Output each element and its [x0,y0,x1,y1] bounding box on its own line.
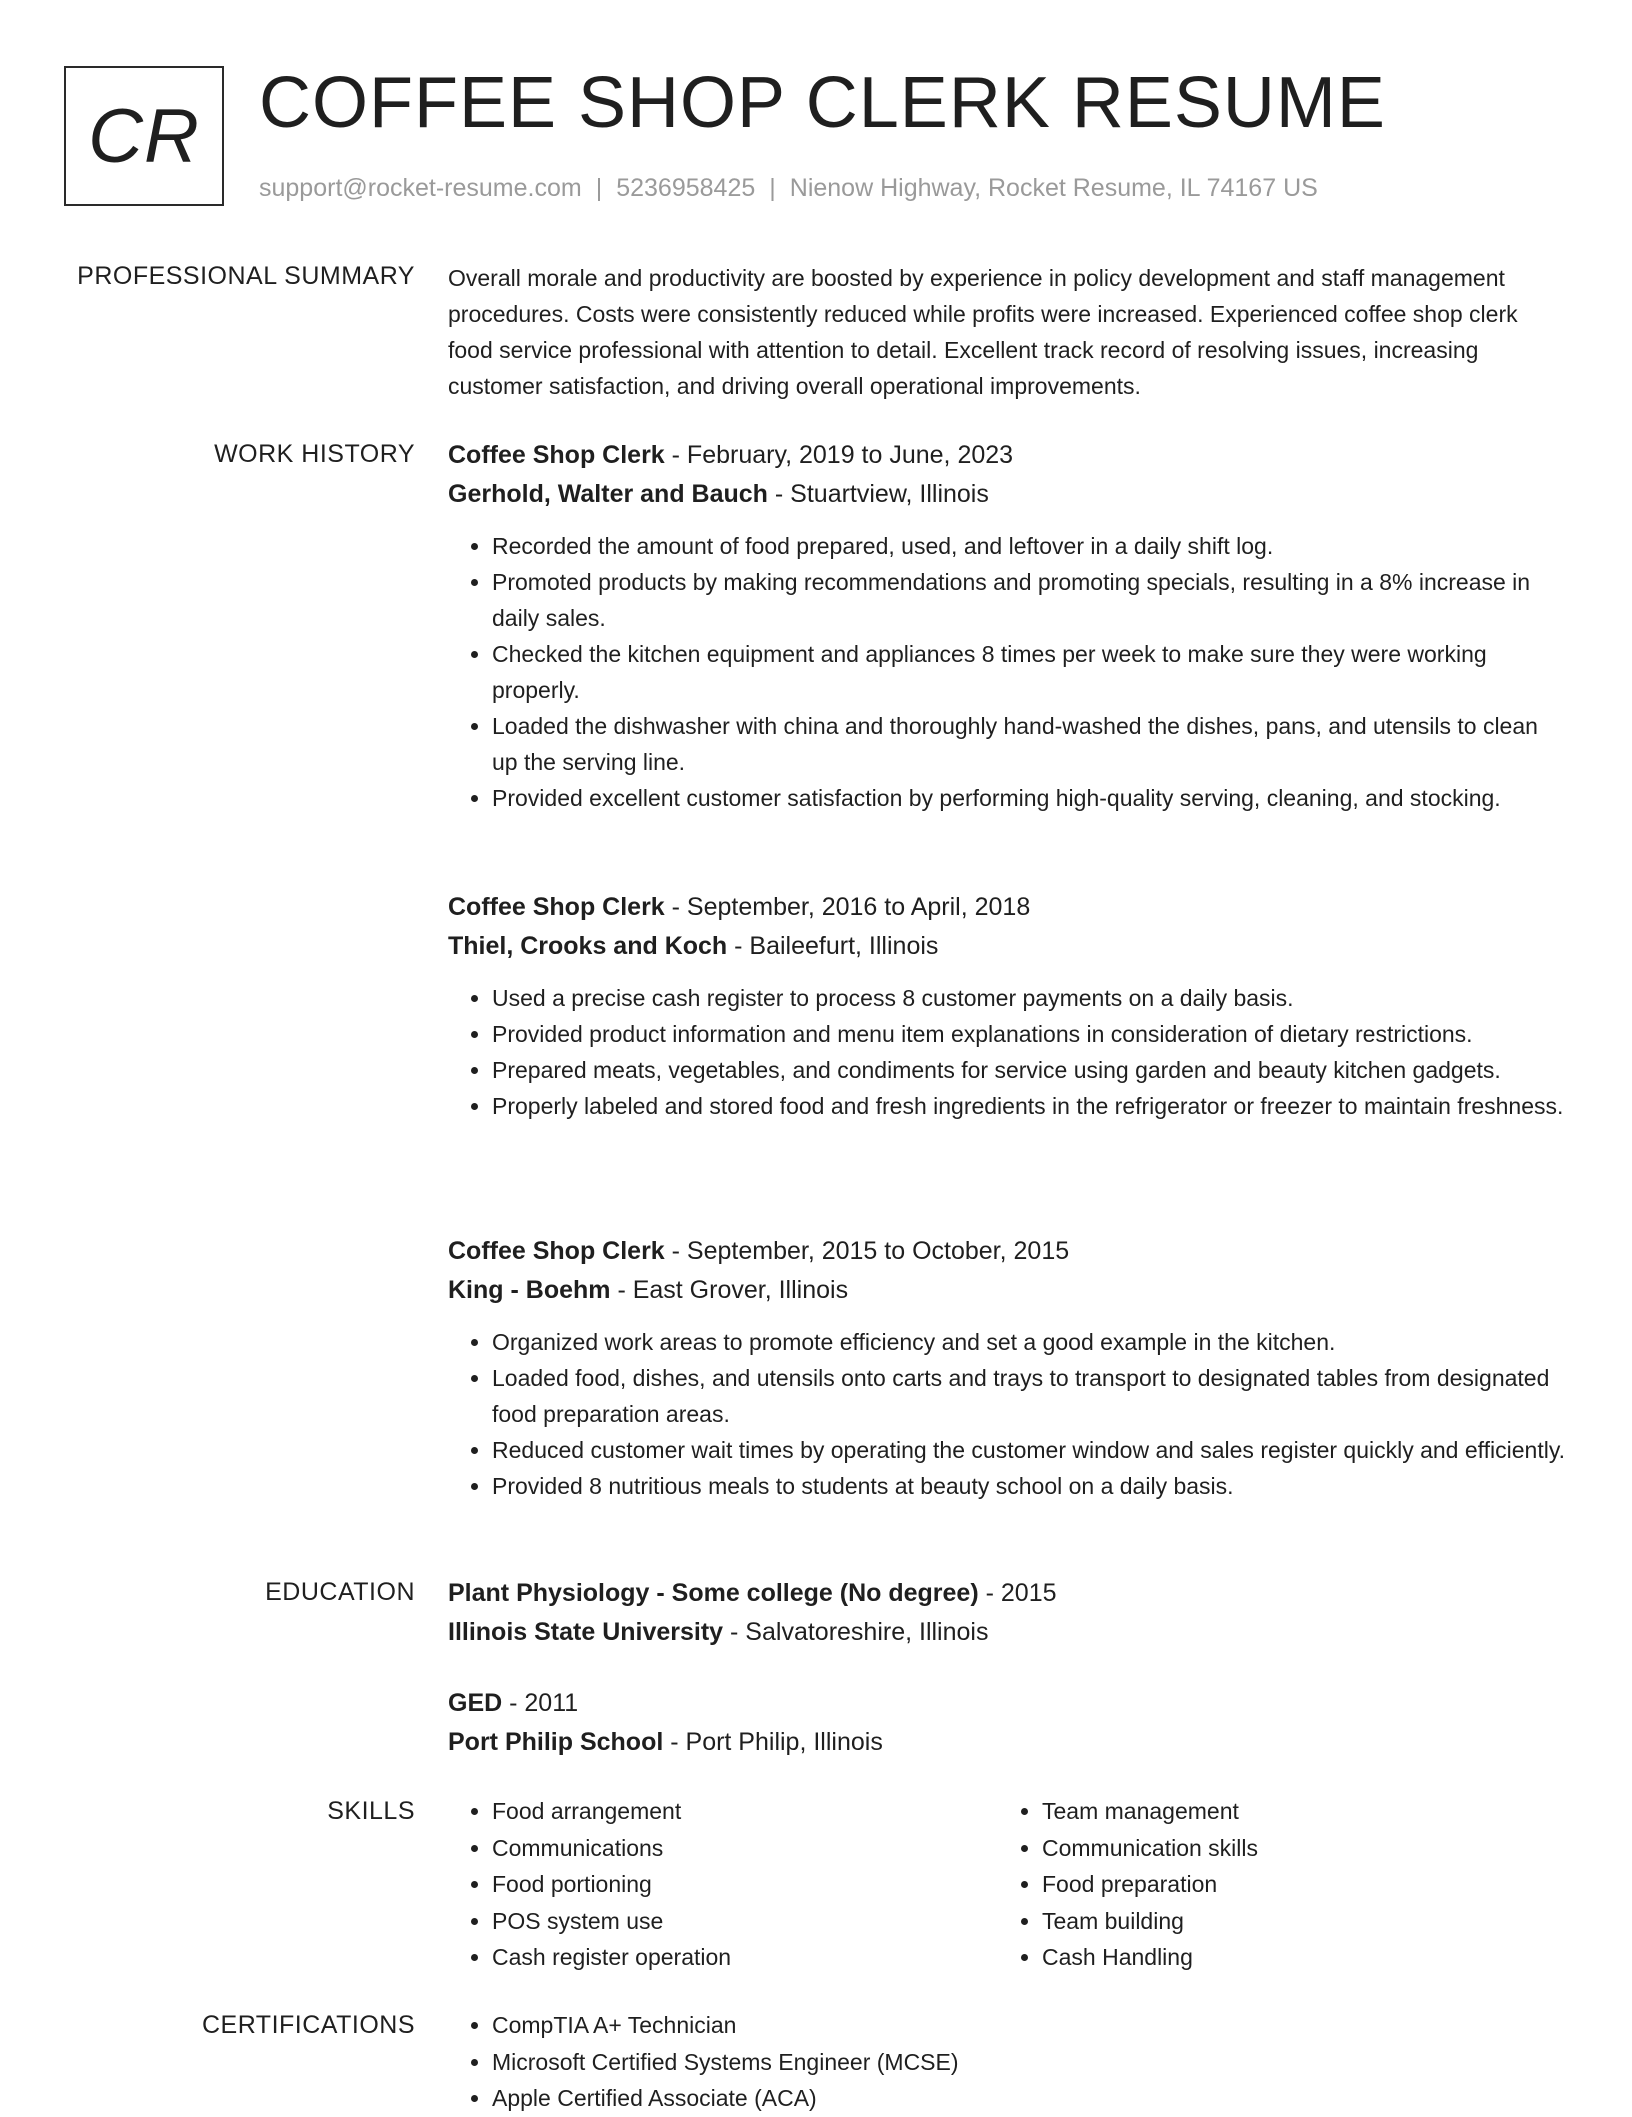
job-company-line [448,1271,1568,1310]
job-company-line [448,927,1568,966]
skill-item: • Team management [1042,1793,1518,1830]
skill-item: • Team building [1042,1903,1518,1940]
job-bullets [448,1324,1568,1504]
job-bullet: • Loaded food, dishes, and utensils onto carts and trays to transport to designated tables from designated food preparation areas. [492,1360,1568,1432]
job-location: - East Grover, Illinois [610,1276,849,1304]
page-title: COFFEE SHOP CLERK RESUME [259,63,1386,143]
job-bullet: • Loaded the dishwasher with china and thoroughly hand-washed the dishes, pans, and utensils to clean up the serving line. [492,708,1568,780]
job-bullet: • Properly labeled and stored food and fresh ingredients in the refrigerator or freezer to maintain freshness. [492,1088,1568,1124]
section-label-certifications: CERTIFICATIONS [201,2011,415,2039]
job-bullets [448,980,1568,1124]
job-title-line [448,888,1568,927]
section-label-education: EDUCATION [265,1578,415,1606]
section-label-summary: PROFESSIONAL SUMMARY [77,262,415,290]
section-label-skills: SKILLS [327,1797,415,1825]
skill-item: • Cash Handling [1042,1939,1518,1976]
certifications-body [448,2007,1568,2117]
education-year: - 2011 [502,1689,579,1717]
job-bullet: • Checked the kitchen equipment and appliances 8 times per week to make sure they were working properly. [492,636,1568,708]
contact-separator: | [595,174,603,202]
summary-body [448,260,1568,404]
job-location: - Stuartview, Illinois [767,480,989,508]
job-entry [448,1232,1568,1504]
job-bullet: • Provided product information and menu item explanations in consideration of dietary restrictions. [492,1016,1568,1052]
resume-header [64,63,1584,210]
job-company-line [448,475,1568,514]
job-dates: - September, 2016 to April, 2018 [664,893,1031,921]
education-school-line [448,1613,1568,1652]
job-bullet: • Used a precise cash register to process 8 customer payments on a daily basis. [492,980,1568,1016]
section-label-work-history: WORK HISTORY [214,440,415,468]
education-entry [448,1684,1568,1762]
education-entry [448,1574,1568,1652]
job-company: Gerhold, Walter and Bauch [448,480,768,508]
skills-list [448,1793,968,1976]
contact-phone: 5236958425 [616,174,756,202]
contact-separator: | [769,174,776,202]
education-degree: Plant Physiology - Some college (No degree) [448,1579,979,1607]
job-title-line [448,1232,1568,1271]
skill-item: • POS system use [492,1903,968,1940]
education-year: - 2015 [978,1579,1057,1607]
skills-column-right [998,1793,1518,1976]
job-bullet: • Reduced customer wait times by operating the customer window and sales register quickly and efficiently. [492,1432,1568,1468]
job-title: Coffee Shop Clerk [448,441,665,469]
job-dates: - September, 2015 to October, 2015 [664,1237,1070,1265]
contact-line [259,174,1318,203]
contact-email: support@rocket-resume.com [259,174,582,202]
skill-item: • Food preparation [1042,1866,1518,1903]
skills-list [998,1793,1518,1976]
skill-item: • Cash register operation [492,1939,968,1976]
education-degree-line [448,1574,1568,1613]
education-location: - Salvatoreshire, Illinois [723,1618,989,1646]
job-entry [448,436,1568,816]
job-title-line [448,436,1568,475]
job-company: King - Boehm [448,1276,611,1304]
certification-item: • Apple Certified Associate (ACA) [492,2080,1568,2117]
summary-text: Overall morale and productivity are boosted by experience in policy development and staff management procedures. Costs were consistently reduced while profits were increased. Experienced coffee shop clerk food service professional with attention to detail. Excellent track record of resolving issues, increasing customer satisfaction, and driving overall operational improvements. [448,265,1518,399]
job-bullet: • Provided excellent customer satisfaction by performing high-quality serving, cleaning, and stocking. [492,780,1568,816]
monogram-badge: CR [64,66,224,206]
skills-column-left [448,1793,968,1976]
job-bullet: • Promoted products by making recommendations and promoting specials, resulting in a 8% increase in daily sales. [492,564,1568,636]
job-bullet: • Prepared meats, vegetables, and condiments for service using garden and beauty kitchen gadgets. [492,1052,1568,1088]
education-school-line [448,1723,1568,1762]
contact-address: Nienow Highway, Rocket Resume, IL 74167 US [789,174,1318,202]
job-company: Thiel, Crooks and Koch [448,932,728,960]
education-school: Illinois State University [448,1618,724,1646]
education-degree: GED [448,1689,503,1717]
education-school: Port Philip School [448,1728,664,1756]
job-entry [448,888,1568,1124]
certification-item: • Microsoft Certified Systems Engineer (MCSE) [492,2044,1568,2081]
certification-item: • CompTIA A+ Technician [492,2007,1568,2044]
education-location: - Port Philip, Illinois [663,1728,883,1756]
certifications-list [448,2007,1568,2117]
skill-item: • Communications [492,1830,968,1867]
skill-item: • Communication skills [1042,1830,1518,1867]
job-bullet: • Provided 8 nutritious meals to students at beauty school on a daily basis. [492,1468,1568,1504]
job-title: Coffee Shop Clerk [448,1237,665,1265]
education-degree-line [448,1684,1568,1723]
skill-item: • Food arrangement [492,1793,968,1830]
skill-item: • Food portioning [492,1866,968,1903]
job-location: - Baileefurt, Illinois [727,932,939,960]
job-bullet: • Recorded the amount of food prepared, used, and leftover in a daily shift log. [492,528,1568,564]
job-dates: - February, 2019 to June, 2023 [664,441,1014,469]
job-bullet: • Organized work areas to promote efficiency and set a good example in the kitchen. [492,1324,1568,1360]
job-title: Coffee Shop Clerk [448,893,665,921]
job-bullets [448,528,1568,816]
